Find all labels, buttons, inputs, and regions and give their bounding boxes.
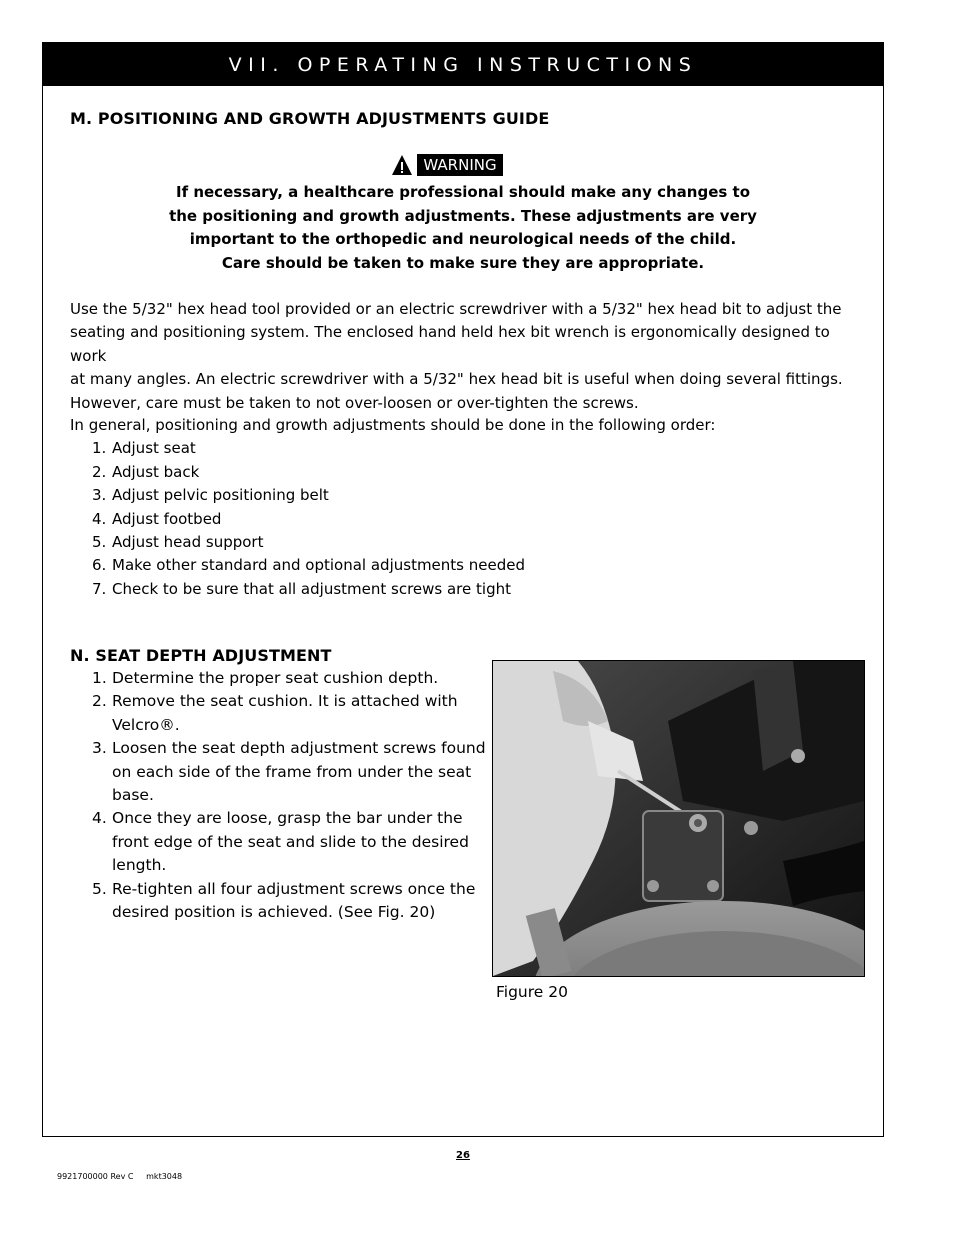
seat-depth-steps	[70, 667, 490, 924]
warning-triangle-icon	[391, 154, 413, 176]
order-section	[70, 414, 860, 601]
intro-line: seating and positioning system. The enclosed hand held hex bit wrench is ergonomically designed to work	[70, 323, 830, 365]
list-item: 7. Check to be sure that all adjustment screws are tight	[92, 579, 511, 598]
list-item: 4. Once they are loose, grasp the bar under the front edge of the seat and slide to the desired length.	[92, 809, 469, 875]
page-frame	[42, 42, 884, 1137]
intro-paragraph	[70, 298, 860, 415]
warning-text	[43, 181, 883, 275]
warning-label: WARNING	[417, 154, 502, 176]
list-item: 1. Adjust seat	[92, 439, 196, 458]
page-number: 26	[456, 1150, 470, 1161]
list-item: 4. Adjust footbed	[92, 509, 222, 528]
list-item: 2. Adjust back	[92, 462, 200, 481]
list-item: 5. Adjust head support	[92, 533, 264, 552]
warning-line: important to the orthopedic and neurological needs of the child.	[189, 230, 737, 248]
seat-steps-list	[70, 667, 490, 924]
warning-line: Care should be taken to make sure they are appropriate.	[221, 253, 705, 272]
intro-line: at many angles. An electric screwdriver with a 5/32" hex head bit is useful when doing several fittings.	[70, 370, 843, 389]
list-item: 3. Loosen the seat depth adjustment screws found on each side of the frame from under the seat base.	[92, 739, 486, 805]
heading-positioning-guide: M. POSITIONING AND GROWTH ADJUSTMENTS GUIDE	[70, 109, 550, 128]
heading-seat-depth: N. SEAT DEPTH ADJUSTMENT	[70, 646, 332, 665]
list-item: 1. Determine the proper seat cushion depth.	[92, 669, 439, 687]
intro-line: Use the 5/32" hex head tool provided or an electric screwdriver with a 5/32" hex head bit to adjust the	[70, 300, 842, 318]
list-item: 6. Make other standard and optional adjustments needed	[92, 556, 525, 575]
warning-line: If necessary, a healthcare professional should make any changes to	[176, 183, 750, 201]
figure-caption: Figure 20	[496, 983, 568, 1001]
warning-line: the positioning and growth adjustments. These adjustments are very	[169, 206, 757, 225]
document-id: 9921700000 Rev C mkt3048	[57, 1172, 183, 1181]
order-list	[70, 437, 860, 601]
warning-header	[43, 154, 883, 176]
seat-adjustment-photo-illustration	[493, 661, 864, 976]
figure-20-photo	[492, 660, 865, 977]
list-item: 2. Remove the seat cushion. It is attached with Velcro®.	[92, 692, 458, 734]
list-item: 5. Re-tighten all four adjustment screws once the desired position is achieved. (See Fig. 20)	[92, 879, 476, 922]
section-banner: VII. OPERATING INSTRUCTIONS	[43, 43, 883, 86]
order-intro: In general, positioning and growth adjustments should be done in the following order:	[70, 416, 716, 434]
intro-line: However, care must be taken to not over-loosen or over-tighten the screws.	[70, 393, 639, 412]
list-item: 3. Adjust pelvic positioning belt	[92, 486, 329, 505]
